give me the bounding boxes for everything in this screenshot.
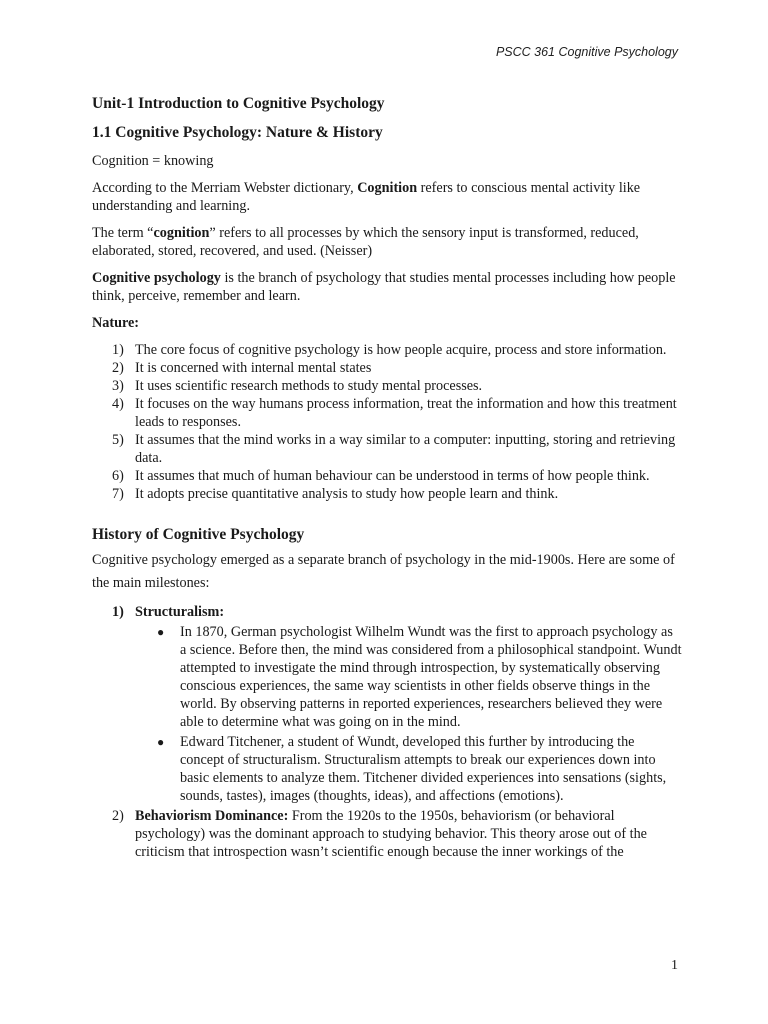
list-number: 4) [112, 396, 124, 412]
term-post: ” refers to all processes by which the sensory input is transformed, reduced, elaborated, stored, recovered, and used. (Neisser) [92, 225, 639, 259]
list-item [92, 485, 682, 503]
section-heading: 1.1 Cognitive Psychology: Nature & History [92, 124, 383, 141]
bullet-item [135, 733, 682, 805]
bullet-icon: ● [157, 625, 165, 639]
list-item [92, 377, 682, 395]
running-header: PSCC 361 Cognitive Psychology [495, 45, 678, 59]
list-number: 7) [112, 486, 124, 502]
list-text: It assumes that the mind works in a way similar to a computer: inputting, storing and retrieving data. [135, 432, 676, 466]
merriam-post: refers to conscious mental activity like understanding and learning. [92, 180, 641, 214]
bullet-text: In 1870, German psychologist Wilhelm Wundt was the first to approach psychology as a science. Before then, the mind was considered from a philosophical standpoint. Wundt attempted to investigate the mind through introspection, by systematically observing conscious experiences, the same way scientists in other fields observe things in the world. By observing patterns in reported experiences, researchers believed they were able to determine what was going on in the mind. [180, 624, 682, 730]
milestone-item [92, 807, 682, 861]
bullet-text: Edward Titchener, a student of Wundt, developed this further by introducing the concept of structuralism. Structuralism attempts to break our experiences down into basic elements to analyze them. Titchener divided experiences into sensations (sights, sounds, tastes), images (thoughts, ideas), and affections (emotions). [180, 734, 667, 804]
bullet-item [135, 623, 682, 731]
list-number: 6) [112, 468, 124, 484]
list-text: It focuses on the way humans process information, treat the information and how this treatment leads to responses. [135, 396, 677, 430]
bullet-icon: ● [157, 735, 165, 749]
nature-list [92, 341, 682, 503]
list-number: 1) [112, 342, 124, 358]
milestone-title: Structuralism: [135, 604, 225, 620]
nature-label: Nature: [92, 315, 140, 331]
structuralism-bullets [135, 623, 682, 805]
history-heading: History of Cognitive Psychology [92, 526, 305, 543]
merriam-paragraph [92, 179, 682, 215]
list-text: It is concerned with internal mental states [135, 360, 372, 376]
list-number: 2) [112, 360, 124, 376]
list-text: It uses scientific research methods to study mental processes. [135, 378, 483, 394]
cogpsy-bold: Cognitive psychology [92, 270, 221, 286]
milestone-title: Behaviorism Dominance: [135, 808, 289, 824]
merriam-pre: According to the Merriam Webster dictionary, [92, 180, 358, 196]
page-content [92, 94, 682, 863]
history-intro: Cognitive psychology emerged as a separate branch of psychology in the mid-1900s. Here are some of the main milestones: [92, 552, 675, 591]
list-number: 3) [112, 378, 124, 394]
page-number: 1 [671, 958, 678, 973]
merriam-bold: Cognition [357, 180, 418, 196]
term-pre: The term “ [92, 225, 154, 241]
list-text: It assumes that much of human behaviour can be understood in terms of how people think. [135, 468, 650, 484]
milestone-item [92, 603, 682, 805]
milestones-list [92, 603, 682, 861]
milestone-number: 2) [112, 808, 124, 824]
list-item [92, 395, 682, 431]
list-item [92, 359, 682, 377]
list-number: 5) [112, 432, 124, 448]
term-bold: cognition [153, 225, 210, 241]
milestone-text: From the 1920s to the 1950s, behaviorism (or behavioral psychology) was the dominant approach to studying behavior. This theory arose out of the criticism that introspection wasn’t scientific enough because the inner workings of the [135, 808, 647, 860]
list-item [92, 431, 682, 467]
list-item [92, 467, 682, 485]
cognition-definition: Cognition = knowing [92, 153, 214, 169]
term-paragraph [92, 224, 682, 260]
list-text: It adopts precise quantitative analysis to study how people learn and think. [135, 486, 559, 502]
milestone-number: 1) [112, 604, 124, 620]
cogpsy-post: is the branch of psychology that studies mental processes including how people think, perceive, remember and learn. [92, 270, 676, 304]
list-item [92, 341, 682, 359]
unit-heading: Unit-1 Introduction to Cognitive Psychology [92, 95, 385, 112]
cogpsy-paragraph [92, 269, 682, 305]
list-text: The core focus of cognitive psychology is how people acquire, process and store information. [135, 342, 667, 358]
